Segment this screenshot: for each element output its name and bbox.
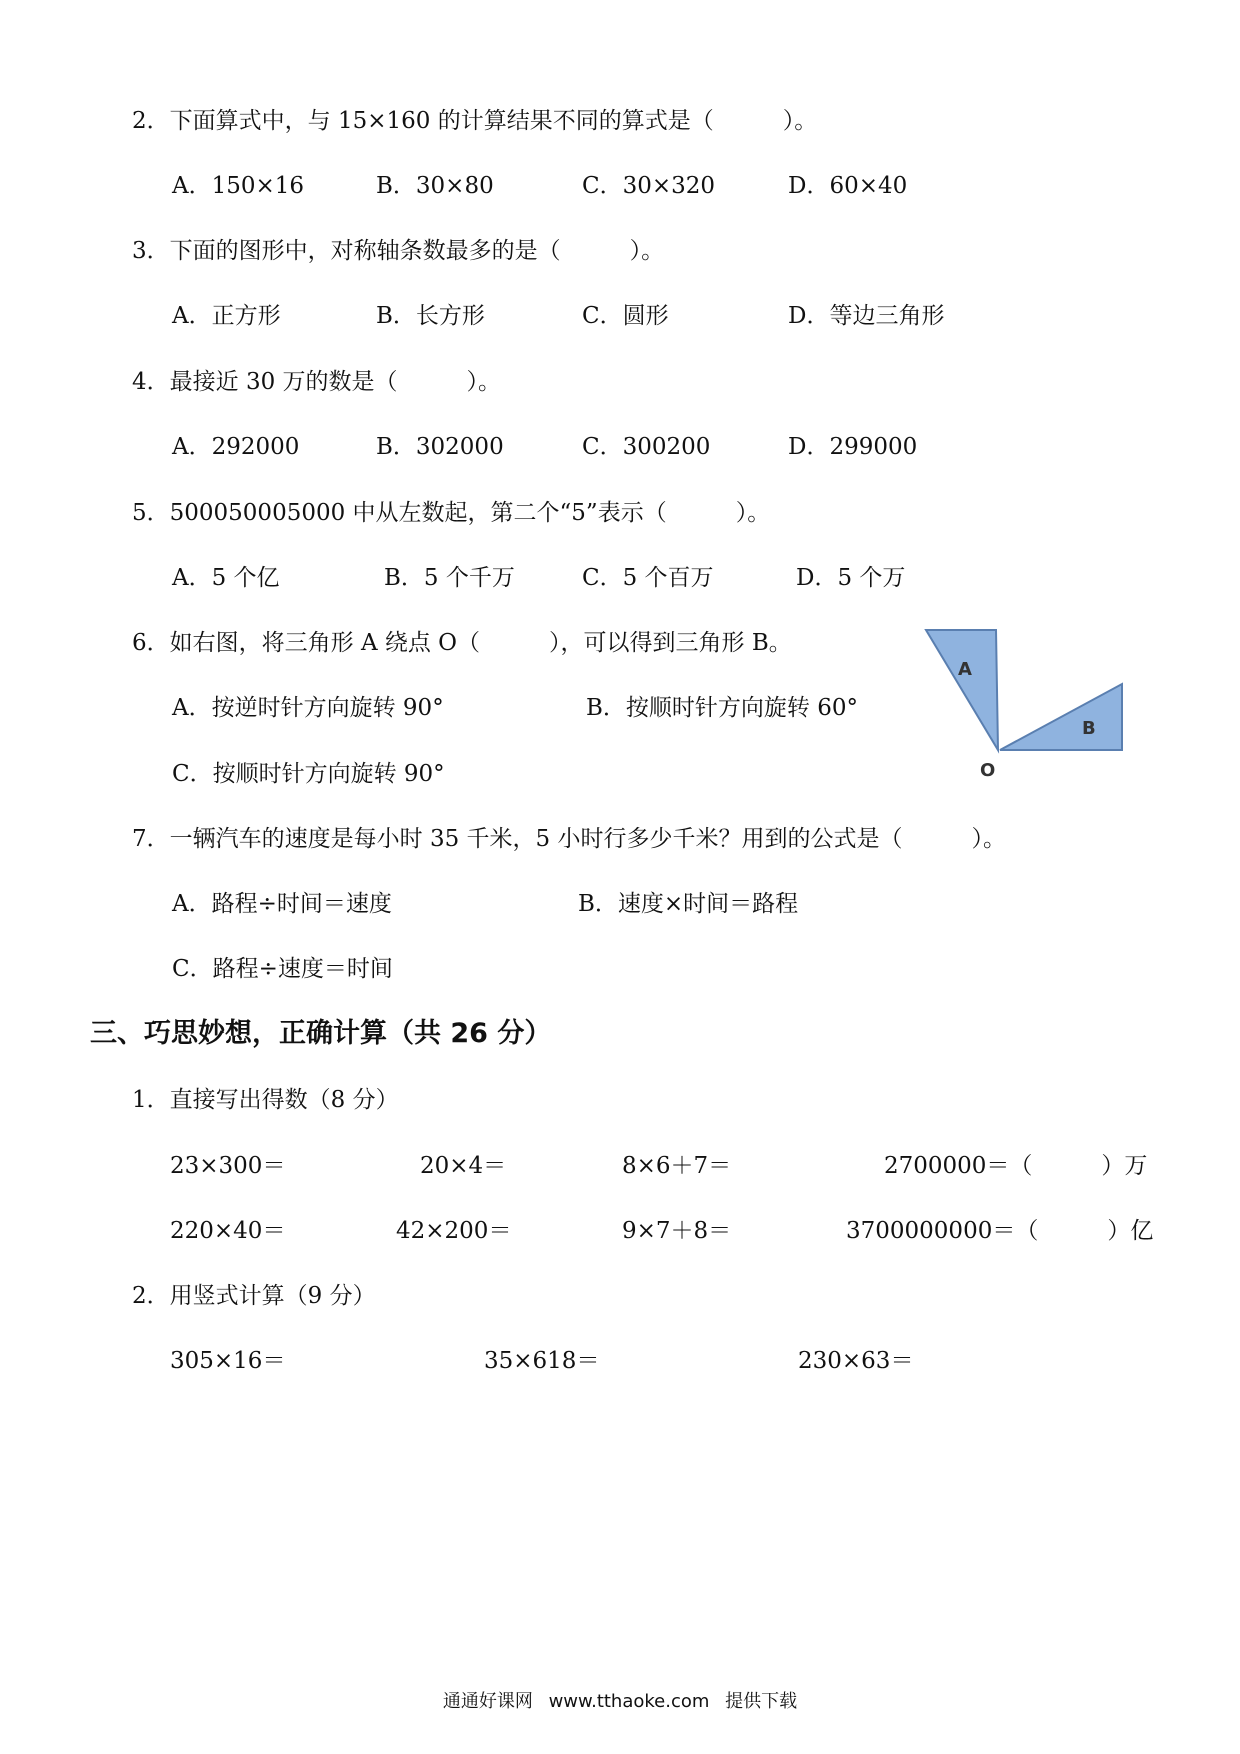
section-3-part-2-title: 2．用竖式计算（9 分） [132,1283,376,1309]
section-3-part-1-title: 1．直接写出得数（8 分） [132,1087,399,1113]
question-2-option-b: B．30×80 [376,173,494,199]
question-4-option-a: A．292000 [172,434,300,460]
footer-url[interactable]: www.tthaoke.com [548,1691,710,1712]
triangle-b-label: B [1082,718,1096,739]
footer-site-name: 通通好课网 [442,1691,533,1712]
question-3-option-a: A．正方形 [172,303,281,329]
question-2-option-d: D．60×40 [788,173,908,199]
page-footer [0,1687,1240,1713]
point-o-label: O [980,760,996,780]
calc-r2-c3: 9×7＋8＝ [622,1218,732,1244]
footer-note: 提供下载 [725,1691,798,1712]
vertical-calc-2: 35×618＝ [484,1348,600,1374]
question-4-stem: 4．最接近 30 万的数是（ ）。 [132,369,502,395]
question-3-option-c: C．圆形 [582,303,669,329]
question-4-option-c: C．300200 [582,434,711,460]
calc-r1-c1: 23×300＝ [170,1153,286,1179]
triangle-a-label: A [958,659,972,680]
section-3-title: 三、巧思妙想，正确计算（共 26 分） [90,1018,552,1049]
question-3-stem: 3．下面的图形中，对称轴条数最多的是（ ）。 [132,238,665,264]
calc-r2-c2: 42×200＝ [396,1218,512,1244]
vertical-calc-1: 305×16＝ [170,1348,286,1374]
question-2-option-a: A．150×16 [172,173,305,199]
question-5-stem: 5．500050005000 中从左数起，第二个“5”表示（ ）。 [132,500,771,526]
calc-r1-c4: 2700000＝（ ）万 [884,1153,1148,1179]
question-6-stem: 6．如右图，将三角形 A 绕点 O（ ），可以得到三角形 B。 [132,630,792,656]
question-6-option-b: B．按顺时针方向旋转 60° [586,695,858,721]
calc-r2-c4: 3700000000＝（ ）亿 [846,1218,1154,1244]
vertical-calc-3: 230×63＝ [798,1348,914,1374]
question-3-option-d: D．等边三角形 [788,303,945,329]
question-7-stem: 7．一辆汽车的速度是每小时 35 千米，5 小时行多少千米？用到的公式是（ ）。 [132,826,1006,852]
triangle-b [1000,684,1122,750]
question-5-option-d: D．5 个万 [796,565,906,591]
question-2-stem: 2．下面算式中，与 15×160 的计算结果不同的算式是（ ）。 [132,108,818,134]
question-5-option-b: B．5 个千万 [384,565,515,591]
question-3-option-b: B．长方形 [376,303,485,329]
triangle-a [926,630,998,750]
rotation-figure [920,620,1130,780]
question-6-option-a: A．按逆时针方向旋转 90° [172,695,444,721]
question-6-option-c: C．按顺时针方向旋转 90° [172,761,445,787]
question-2-option-c: C．30×320 [582,173,716,199]
question-4-option-b: B．302000 [376,434,504,460]
question-7-option-c: C．路程÷速度＝时间 [172,956,393,982]
calc-r1-c3: 8×6＋7＝ [622,1153,732,1179]
question-5-option-c: C．5 个百万 [582,565,714,591]
question-5-option-a: A．5 个亿 [172,565,280,591]
calc-r1-c2: 20×4＝ [420,1153,507,1179]
question-7-option-a: A．路程÷时间＝速度 [172,891,392,917]
calc-r2-c1: 220×40＝ [170,1218,286,1244]
question-7-option-b: B．速度×时间＝路程 [578,891,799,917]
question-4-option-d: D．299000 [788,434,918,460]
